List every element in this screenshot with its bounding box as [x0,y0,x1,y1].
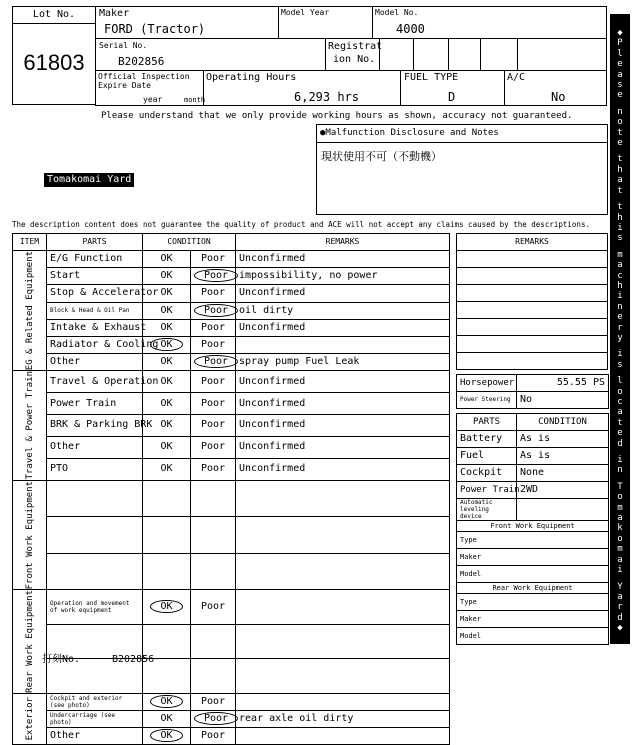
year-label: year [143,95,163,104]
part-name: E/G Function [47,251,143,268]
condition-poor-label: Poor [194,269,238,282]
part-name: Other [47,727,143,744]
group-label: EG & Related Equipment [24,251,35,371]
part-name: Cockpit and exterior (see photo) [47,693,143,710]
condition-ok-label: OK [160,321,173,333]
table-row [13,354,450,371]
condition-poor [191,336,236,353]
remark [236,727,450,744]
part-name: BRK & Parking BRK [47,414,143,436]
condition-poor [191,414,236,436]
header-remarks: REMARKS [236,234,450,251]
condition-ok-label: OK [160,441,173,453]
right-spec-table [456,374,609,409]
remark: Unconfirmed [236,414,450,436]
malfunction-title: ●Malfunction Disclosure and Notes [317,125,607,143]
condition-poor [191,251,236,268]
group-label: Front Work Equipment [24,480,35,589]
group-label-cell [13,693,47,744]
part-name: Operation and movement of work equipment [47,589,143,624]
right-panel [456,233,608,645]
condition-ok [143,727,191,744]
condition-poor-label: Poor [200,375,226,387]
right-parts-table [456,413,609,645]
remark: Unconfirmed [236,251,450,268]
condition-poor [191,436,236,458]
condition-ok-label: OK [150,338,182,351]
condition-ok [143,302,191,319]
malfunction-box [316,124,608,215]
table-header-row [13,234,450,251]
table-row [13,336,450,353]
lot-number: 61803 [23,50,85,75]
condition-poor [191,393,236,415]
condition-poor [191,553,236,589]
condition-ok-label: OK [150,695,182,708]
condition-poor-label: Poor [200,600,226,612]
condition-ok-label: OK [160,463,173,475]
condition-poor [191,458,236,480]
condition-ok-label: OK [160,304,173,316]
remark: Unconfirmed [236,285,450,302]
table-row [13,693,450,710]
part-name: Undercarriage (see photo) [47,710,143,727]
rear-model-label: Model [457,628,609,645]
disclaimer: The description content does not guarantee the quality of product and ACE will not accept any claims caused by the descriptions. [12,220,590,229]
condition-poor [191,710,236,727]
right-remarks-table [456,233,608,370]
remark [236,659,450,694]
table-row [13,371,450,393]
yard-badge: Tomakomai Yard [44,173,134,187]
rear-type-label: Type [457,594,609,611]
condition-poor-label: Poor [194,304,238,317]
remark [236,589,450,624]
table-row [13,414,450,436]
cockpit-label: Cockpit [457,465,517,482]
condition-ok-label: OK [160,270,173,282]
table-row [13,393,450,415]
front-model-label: Model [457,566,609,583]
front-work-title: Front Work Equipment [457,521,609,532]
condition-poor-label: Poor [200,253,226,265]
remark: Unconfirmed [236,319,450,336]
remark [236,624,450,659]
location-sidebar [610,14,630,644]
power-steering-value: No [517,392,609,409]
fuel-value: As is [517,448,609,465]
part-name: Intake & Exhaust [47,319,143,336]
part-name [47,517,143,553]
fuel-type-label: FUEL TYPE [404,72,459,83]
part-name [47,480,143,516]
condition-ok-label: OK [160,287,173,299]
condition-poor-label: Poor [200,321,226,333]
table-row [13,710,450,727]
condition-poor [191,371,236,393]
hours-value: 6,293 hrs [294,90,360,104]
registration-label-2: ion No. [333,54,376,65]
condition-poor [191,285,236,302]
group-label: Rear Work Equipment [24,589,35,693]
remark [236,693,450,710]
condition-table [12,233,450,745]
lot-box [12,6,96,105]
maker-value: FORD (Tractor) [104,22,206,36]
group-label-cell [13,589,47,693]
table-row [13,319,450,336]
condition-poor-label: Poor [200,729,226,741]
power-steering-label: Power Steering [457,392,517,409]
condition-poor [191,354,236,371]
condition-ok-label: OK [160,356,173,368]
condition-ok [143,480,191,516]
condition-poor-label: Poor [200,463,226,475]
rear-maker-label: Maker [457,611,609,628]
part-name: PTO [47,458,143,480]
front-maker-label: Maker [457,549,609,566]
condition-ok [143,354,191,371]
part-name: Travel & Operation [47,371,143,393]
table-row [13,251,450,268]
condition-ok [143,268,191,285]
rear-work-title: Rear Work Equipment [457,583,609,594]
condition-poor [191,659,236,694]
group-label: Travel & Power Train [24,371,35,480]
model-no-label: Model No. [375,8,419,17]
horsepower-label: Horsepower [457,375,517,392]
battery-label: Battery [457,431,517,448]
ac-value: No [551,90,566,104]
remark [236,336,450,353]
hours-label: Operating Hours [206,72,297,83]
condition-ok [143,458,191,480]
header-condition: CONDITION [143,234,236,251]
inspection-label-2: Expire Date [98,81,151,90]
battery-value: As is [517,431,609,448]
remark [236,480,450,516]
condition-poor [191,517,236,553]
table-row [13,436,450,458]
condition-ok-label: OK [150,600,182,613]
condition-ok [143,710,191,727]
footer-value: B202856 [112,654,155,665]
condition-ok [143,589,191,624]
part-name: Stop & Accelerator [47,285,143,302]
table-row [13,589,450,624]
condition-ok-label: OK [160,397,173,409]
maker-label: Maker [99,8,130,19]
condition-poor-label: Poor [200,695,226,707]
group-label-cell [13,371,47,480]
front-type-label: Type [457,532,609,549]
condition-ok-label: OK [160,253,173,265]
remark: Unconfirmed [236,458,450,480]
group-label-cell [13,251,47,371]
group-label: Exterior [24,697,35,741]
condition-ok [143,393,191,415]
power-train-value: 2WD [517,482,609,499]
horsepower-value: 55.55 PS [517,375,609,392]
condition-ok-label: OK [160,419,173,431]
table-row [13,268,450,285]
registration-label-1: Registrat [328,41,383,52]
cockpit-value: None [517,465,609,482]
table-row [13,517,450,553]
model-no-value: 4000 [396,22,425,36]
remark: impossibility, no power [236,268,450,285]
condition-poor [191,693,236,710]
remark: Unconfirmed [236,393,450,415]
right-remarks-header: REMARKS [457,234,608,251]
remark [236,553,450,589]
month-label: month [184,96,206,104]
right-condition-header: CONDITION [517,414,609,431]
condition-ok [143,553,191,589]
group-label-cell [13,480,47,589]
condition-ok-label: OK [160,375,173,387]
condition-poor [191,319,236,336]
condition-poor-label: Poor [194,355,238,368]
remark: oil dirty [236,302,450,319]
condition-poor-label: Poor [200,287,226,299]
condition-poor [191,727,236,744]
fuel-label: Fuel [457,448,517,465]
auto-leveling-label: Automatic leveling device [457,499,517,521]
serial-label: Serial No. [99,41,148,50]
table-row [13,285,450,302]
malfunction-text: 現状使用不可（不動機） [321,150,442,163]
part-name: Power Train [47,393,143,415]
part-name: Other [47,354,143,371]
condition-ok [143,693,191,710]
lot-label: Lot No. [13,7,95,24]
part-name: Other [47,436,143,458]
remark: spray pump Fuel Leak [236,354,450,371]
remark: Unconfirmed [236,371,450,393]
condition-poor [191,624,236,659]
condition-poor [191,302,236,319]
ac-label: A/C [507,72,526,83]
header-item: ITEM [13,234,47,251]
condition-poor-label: Poor [194,712,238,725]
condition-ok [143,517,191,553]
table-row [13,480,450,516]
remark [236,517,450,553]
condition-ok-label: OK [160,712,173,724]
part-name: Start [47,268,143,285]
condition-poor-label: Poor [200,397,226,409]
right-parts-header: PARTS [457,414,517,431]
sidebar-text: ◆ P l e a s e n o t e t h a t t h i s m a c h i n e r y i s l o c a t e d i n T o m a k o m a i Y a r d ◆ [617,28,623,634]
part-name: Block & Head & Oil Pan [47,302,143,319]
fuel-type-value: D [448,90,456,104]
condition-poor-label: Poor [200,419,226,431]
condition-ok-label: OK [150,729,182,742]
serial-value: B202856 [118,55,165,68]
table-row [13,302,450,319]
part-name [47,553,143,589]
table-row [13,458,450,480]
inspection-label-1: Official Inspection [98,72,190,81]
condition-ok [143,251,191,268]
remark: Unconfirmed [236,436,450,458]
table-row [13,553,450,589]
condition-poor-label: Poor [200,338,226,350]
condition-ok [143,436,191,458]
model-year-label: Model Year [281,8,330,17]
condition-poor-label: Poor [200,441,226,453]
condition-poor [191,268,236,285]
condition-poor [191,480,236,516]
part-name: Radiator & Cooling [47,336,143,353]
header-parts: PARTS [47,234,143,251]
footer-label: 打刻No. [42,654,81,665]
condition-ok [143,319,191,336]
remark: rear axle oil dirty [236,710,450,727]
power-train-label: Power Train [457,482,517,499]
table-row [13,727,450,744]
condition-poor [191,589,236,624]
condition-ok [143,336,191,353]
hours-notice: Please understand that we only provide working hours as shown, accuracy not guaranteed. [101,111,573,121]
condition-table-body [13,234,450,745]
